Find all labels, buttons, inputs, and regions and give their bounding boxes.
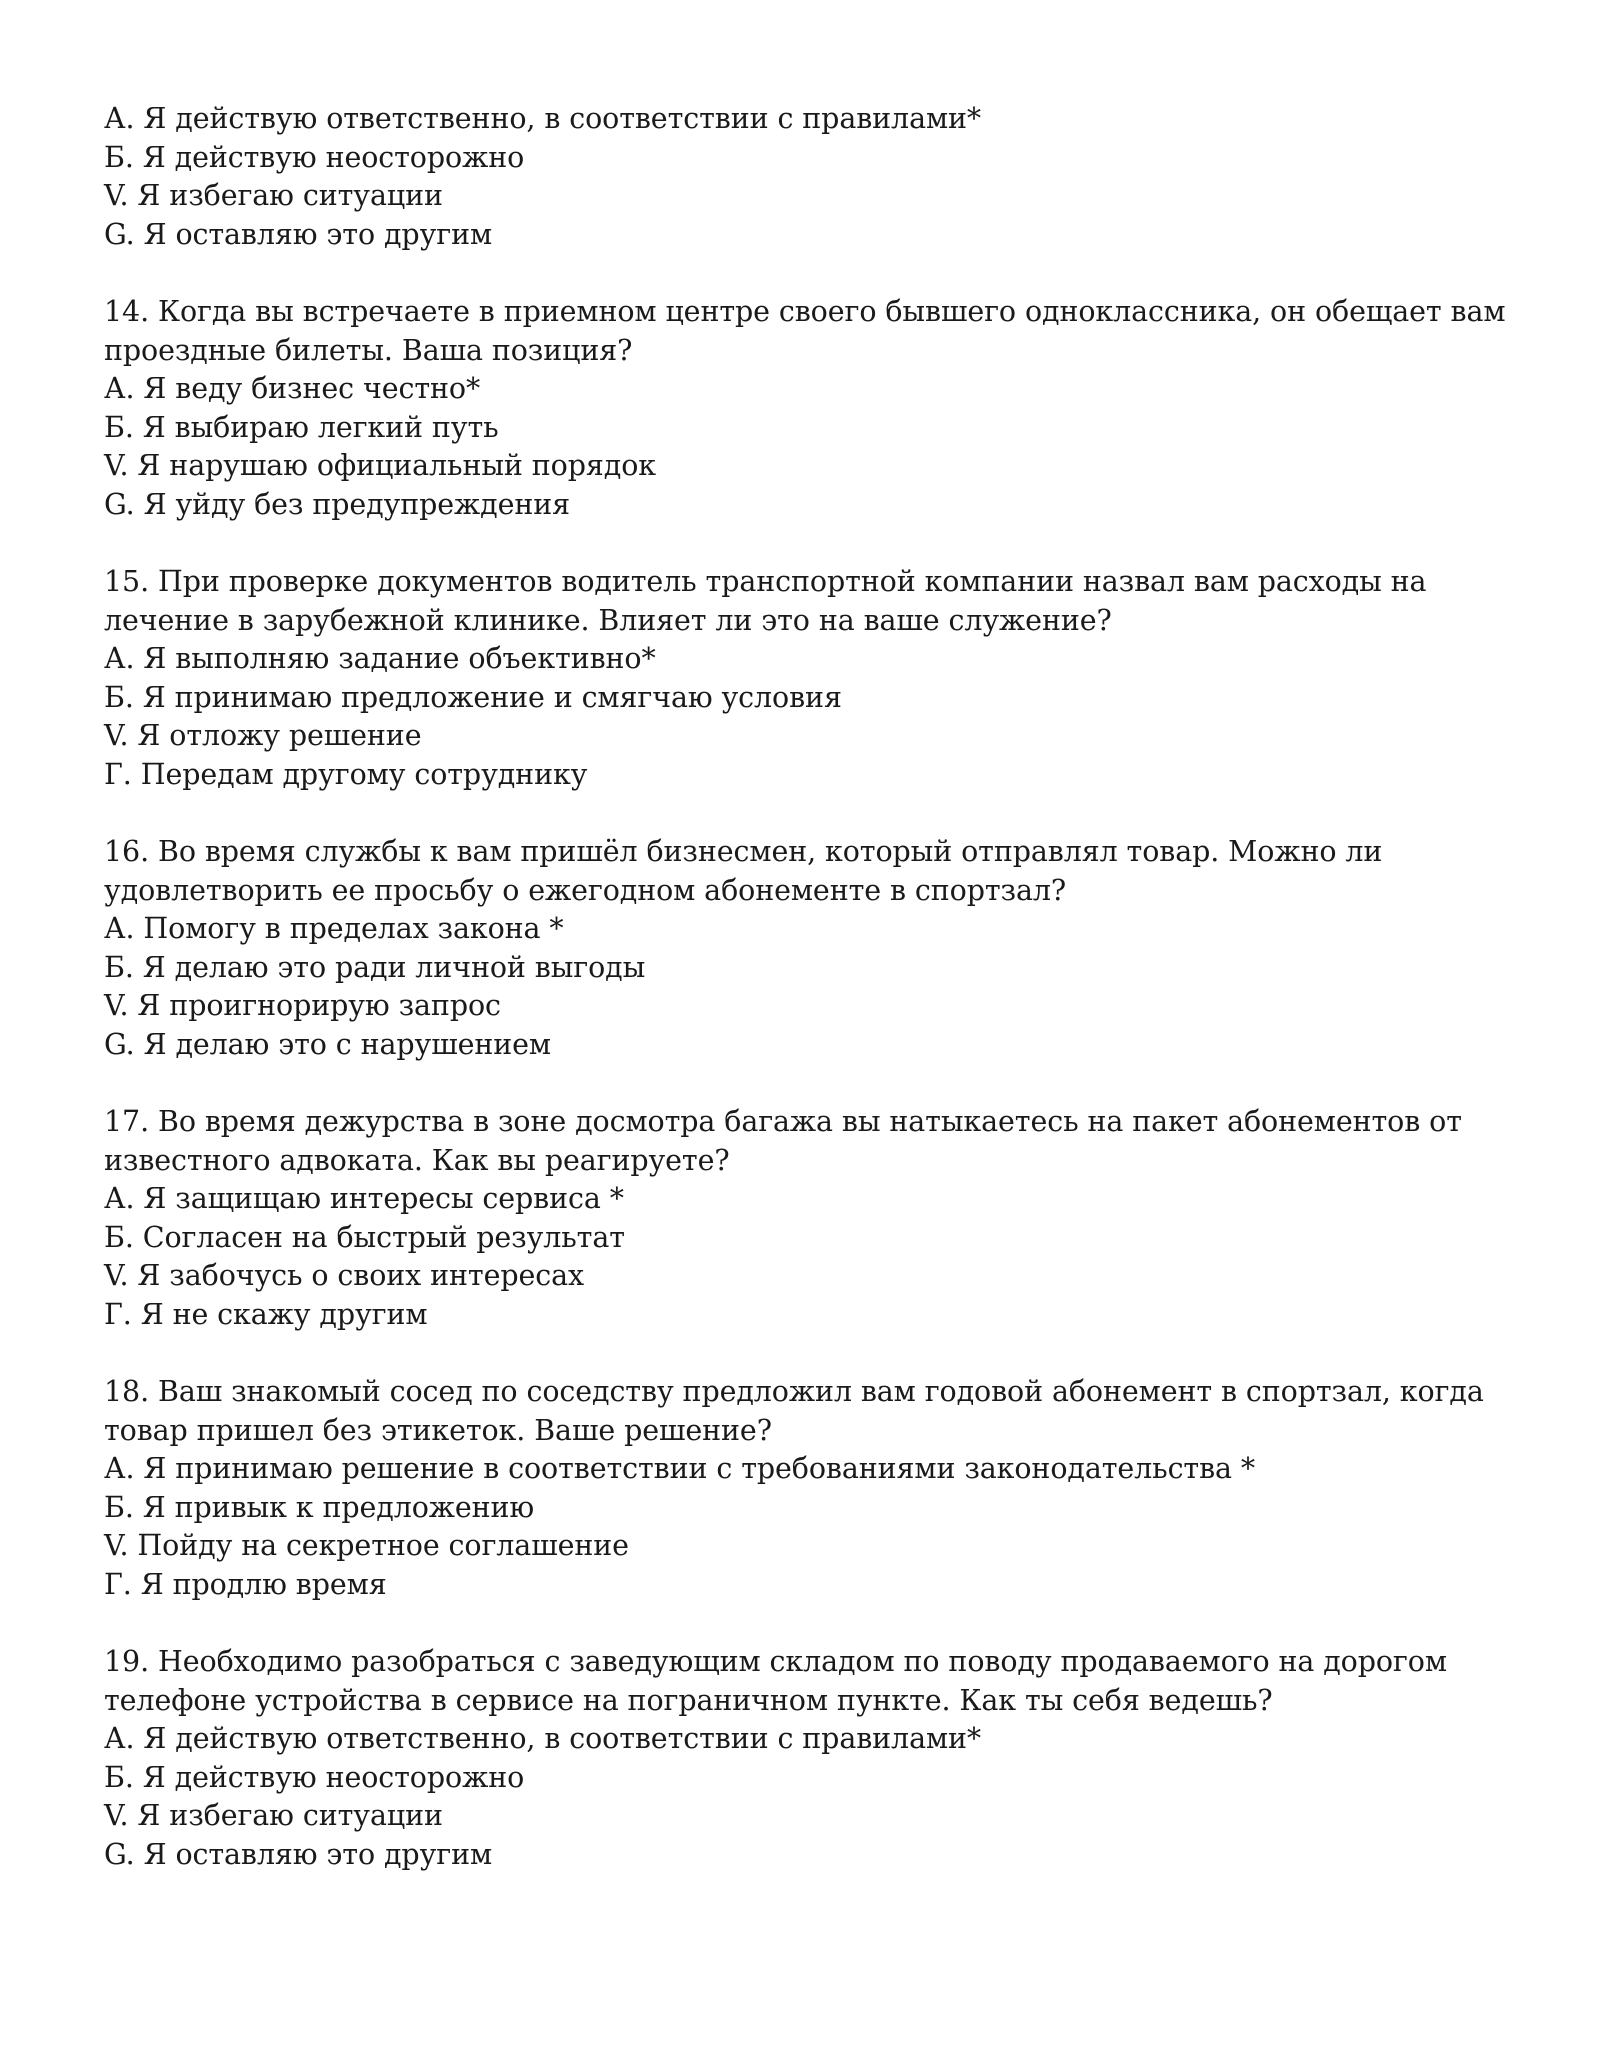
option-v: V. Я отложу решение — [104, 719, 422, 752]
spacer — [104, 1334, 1504, 1373]
option-b: Б. Согласен на быстрый результат — [104, 1220, 625, 1254]
question-text: 14. Когда вы встречаете в приемном центре своего бывшего одноклассника, он обещает вам — [104, 295, 1506, 328]
option-g: G. Я оставляю это другим — [104, 217, 493, 251]
option-v: V. Я забочусь о своих интересах — [104, 1259, 584, 1292]
option-v: V. Я проигнорирую запрос — [104, 989, 501, 1022]
option-b: Б. Я действую неосторожно — [104, 140, 525, 174]
question-text: 17. Во время дежурства в зоне досмотра багажа вы натыкаетесь на пакет абонементов от — [104, 1105, 1462, 1138]
option-b: Б. Я выбираю легкий путь — [104, 410, 499, 444]
option-a: А. Я действую ответственно, в соответствии с правилами* — [104, 102, 982, 135]
option-b: Б. Я делаю это ради личной выгоды — [104, 950, 646, 984]
option-a: А. Я действую ответственно, в соответствии с правилами* — [104, 1722, 982, 1755]
question-16 — [104, 833, 1504, 1064]
question-text: 15. При проверке документов водитель транспортной компании назвал вам расходы на — [104, 565, 1427, 598]
option-v: V. Я избегаю ситуации — [104, 179, 443, 212]
document-page — [104, 100, 1504, 1874]
question-text: лечение в зарубежной клинике. Влияет ли это на ваше служение? — [104, 603, 1112, 637]
option-v: V. Я избегаю ситуации — [104, 1799, 443, 1832]
question-17 — [104, 1103, 1504, 1334]
intro-options — [104, 100, 1504, 254]
option-b: Б. Я действую неосторожно — [104, 1760, 525, 1794]
question-18 — [104, 1373, 1504, 1604]
option-g: Г. Я не скажу другим — [104, 1297, 428, 1331]
spacer — [104, 1064, 1504, 1103]
question-text: известного адвоката. Как вы реагируете? — [104, 1143, 730, 1177]
option-v: V. Пойду на секретное соглашение — [104, 1529, 629, 1562]
spacer — [104, 1604, 1504, 1643]
question-text: 18. Ваш знакомый сосед по соседству предложил вам годовой абонемент в спортзал, когда — [104, 1375, 1484, 1408]
option-g: G. Я оставляю это другим — [104, 1837, 493, 1871]
question-19 — [104, 1643, 1504, 1874]
option-a: А. Я принимаю решение в соответствии с требованиями законодательства * — [104, 1452, 1256, 1485]
spacer — [104, 524, 1504, 563]
question-text: телефоне устройства в сервисе на пограничном пункте. Как ты себя ведешь? — [104, 1683, 1273, 1717]
question-text: проездные билеты. Ваша позиция? — [104, 333, 633, 367]
question-15 — [104, 563, 1504, 794]
option-g: Г. Я продлю время — [104, 1567, 387, 1601]
spacer — [104, 254, 1504, 293]
option-a: А. Я веду бизнес честно* — [104, 372, 481, 405]
option-v: V. Я нарушаю официальный порядок — [104, 449, 656, 482]
option-b: Б. Я принимаю предложение и смягчаю условия — [104, 680, 842, 714]
spacer — [104, 794, 1504, 833]
question-text: удовлетворить ее просьбу о ежегодном абонементе в спортзал? — [104, 873, 1067, 907]
option-a: А. Я выполняю задание объективно* — [104, 642, 656, 675]
question-text: 19. Необходимо разобраться с заведующим складом по поводу продаваемого на дорогом — [104, 1645, 1447, 1678]
option-g: Г. Передам другому сотруднику — [104, 757, 588, 791]
option-a: А. Помогу в пределах закона * — [104, 912, 564, 945]
question-text: 16. Во время службы к вам пришёл бизнесмен, который отправлял товар. Можно ли — [104, 835, 1383, 868]
option-g: G. Я уйду без предупреждения — [104, 487, 571, 521]
option-a: А. Я защищаю интересы сервиса * — [104, 1182, 624, 1215]
option-g: G. Я делаю это с нарушением — [104, 1027, 551, 1061]
option-b: Б. Я привык к предложению — [104, 1490, 535, 1524]
question-text: товар пришел без этикеток. Ваше решение? — [104, 1413, 772, 1447]
question-14 — [104, 293, 1504, 524]
